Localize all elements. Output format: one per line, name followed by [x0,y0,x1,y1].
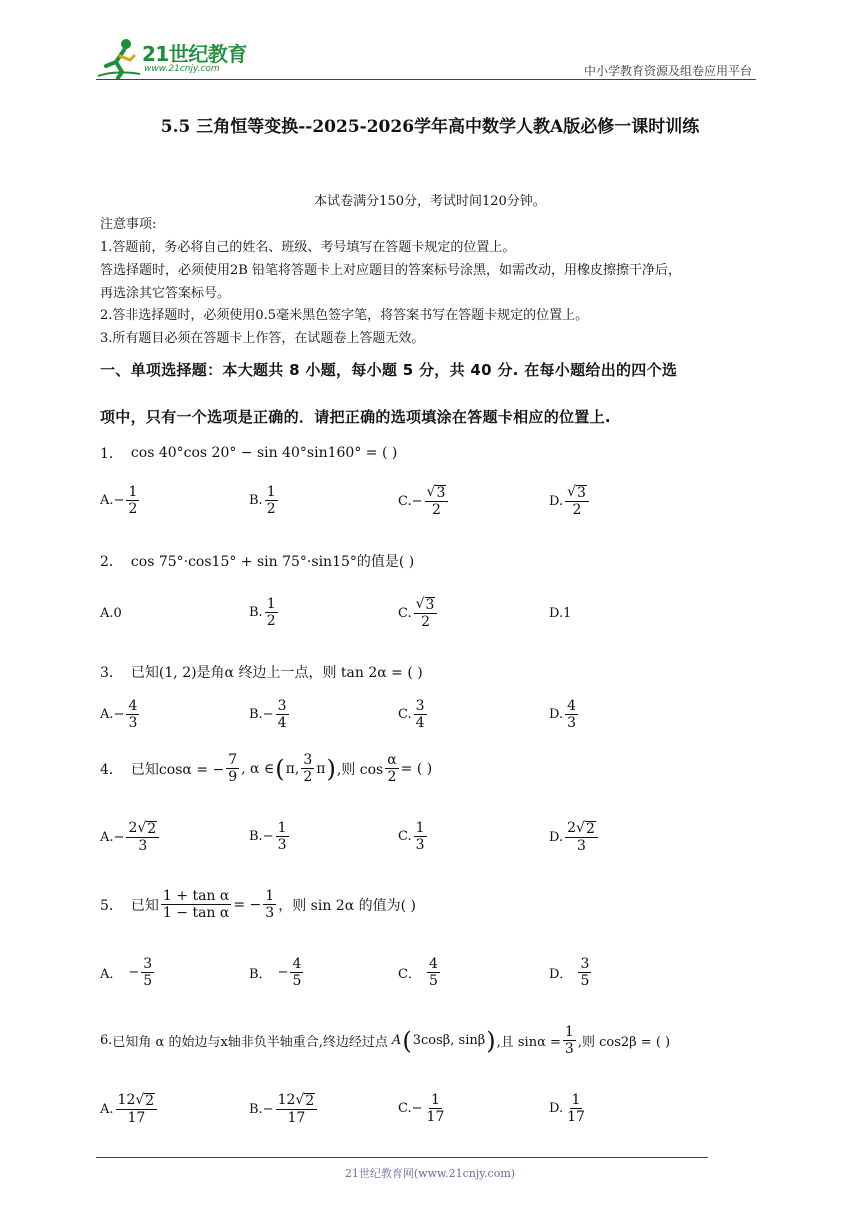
question-number: 6. [100,1033,113,1049]
question-5: 5． 已知 $\frac{\text{1 + tan α}}{\text{1 − tan α}}$ = − $\frac{1}{3}$ ，则 sin 2α 的值为( ) [100,888,416,922]
option-a[interactable]: A. − $\frac{1}{2}$ [100,484,138,518]
question-number: 2． [100,554,123,570]
option-d[interactable]: D.1 [549,606,572,621]
option-b[interactable]: B. − $\frac{1}{3}$ [249,820,287,854]
option-a[interactable]: A. − 2 √ 2 3 [100,820,161,854]
note-item: 3.所有题目必须在答题卡上作答，在试题卷上答题无效。 [100,331,425,346]
question-number: 5． [100,897,123,914]
option-a[interactable]: A.0 [100,606,122,621]
footer-divider [96,1157,708,1158]
option-a[interactable]: A． − $\frac{3}{5}$ [100,956,153,990]
option-c[interactable]: C. $\frac{3}{4}$ [398,698,425,732]
option-d[interactable]: D. $\frac{1}{17}$ [549,1092,585,1126]
question-1 [100,443,397,463]
notes-heading: 注意事项: [100,217,157,232]
header-divider [96,79,756,80]
question-2 [100,551,414,571]
note-item: 2.答非选择题时，必须使用0.5毫米黑色签字笔，将答案书写在答题卡规定的位置上。 [100,308,589,323]
option-b[interactable]: B. − 12 √ 2 17 [249,1092,319,1126]
option-c[interactable]: C. √ 3 2 [398,596,439,630]
option-a[interactable]: A. 12 √ 2 17 [100,1092,159,1126]
question-stem: cos 75°·cos15° + sin 75°·sin15°的值是( ) [130,554,415,570]
question-stem: cos 40°cos 20° − sin 40°sin160° = ( ) [130,445,398,461]
option-a[interactable]: A. − $\frac{4}{3}$ [100,698,138,732]
section-heading-cont: 项中，只有一个选项是正确的．请把正确的选项填涂在答题卡相应的位置上. [100,408,611,426]
question-4: 4． 已知cosα = − $\frac{7}{9}$ , α ∈ ( π, $\frac{3}{2}$ π ) ,则 cos $\frac{\alpha}{2}$ = ( ) [100,752,433,786]
page-title: 5.5 三角恒等变换--2025-2026学年高中数学人教A版必修一课时训练 [160,117,700,137]
question-number: 4． [100,761,123,778]
footer-text[interactable]: 21世纪教育网(www.21cnjy.com) [344,1167,516,1180]
exam-meta: 本试卷满分150分，考试时间120分钟。 [314,194,546,209]
option-b[interactable]: B. − $\frac{3}{4}$ [249,698,287,732]
option-b[interactable]: B. $\frac{1}{2}$ [249,596,276,630]
option-d[interactable]: D. 2 √ 2 3 [549,820,600,854]
option-d[interactable]: D. √ 3 2 [549,484,591,518]
option-c[interactable]: C. $\frac{1}{3}$ [398,820,425,854]
option-d[interactable]: D. $\frac{4}{3}$ [549,698,577,732]
note-item: 再选涂其它答案标号。 [100,286,231,301]
logo-url: www.21cnjy.com [144,64,220,74]
option-b[interactable]: B． − $\frac{4}{5}$ [249,956,302,990]
question-3 [100,662,423,682]
question-number: 1． [100,446,123,462]
runner-logo-icon [96,36,142,80]
option-c[interactable]: C. − √ 3 2 [398,484,450,518]
question-number: 3． [100,665,123,681]
note-item: 答选择题时，必须使用2B 铅笔将答题卡上对应题目的答案标号涂黑，如需改动，用橡皮擦擦干净后， [100,263,681,278]
question-6: 6. 已知角 α 的始边与x轴非负半轴重合,终边经过点 A ( 3cosβ, sinβ ) ,且 sinα = $\frac{1}{3}$ ,则 cos2β = ( ) [100,1024,671,1058]
site-logo [96,36,256,80]
option-b[interactable]: B. $\frac{1}{2}$ [249,484,276,518]
question-stem: 已知(1, 2)是角α 终边上一点，则 tan 2α = ( ) [130,665,423,681]
option-d[interactable]: D． $\frac{3}{5}$ [549,956,590,990]
option-c[interactable]: C． $\frac{4}{5}$ [398,956,438,990]
note-item: 1.答题前，务必将自己的姓名、班级、考号填写在答题卡规定的位置上。 [100,240,516,255]
option-c[interactable]: C. − $\frac{1}{17}$ [398,1092,445,1126]
section-heading: 一、单项选择题：本大题共 8 小题，每小题 5 分，共 40 分. 在每小题给出的四个选 [100,361,678,379]
header-platform-text: 中小学教育资源及组卷应用平台 [583,64,752,78]
logo-text: 21世纪教育 [142,42,247,66]
